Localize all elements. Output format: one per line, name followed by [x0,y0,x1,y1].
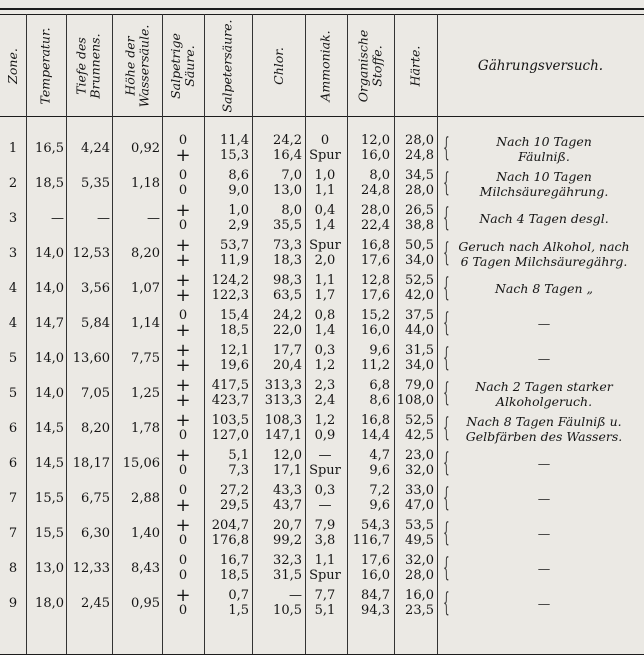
cell-hard: 108,0 [396,393,434,409]
cell-nh3: 1,7 [314,288,336,304]
cell-org: 8,0 [369,168,390,183]
cell-cl: 31,5 [273,568,302,584]
cell-nh3: 0,4 [314,203,336,218]
cell-no2: + [175,410,191,431]
cell-no3: 18,5 [220,568,249,584]
fermentation-note: Nach 10 Tagen [496,169,592,184]
column-rule [112,14,113,654]
brace: { [442,273,450,303]
cell-cl: — [289,588,302,603]
header-chlorine-label: Chlor. [270,47,286,85]
cell-no2: + [175,355,191,377]
cell-cl: 43,3 [273,483,302,498]
cell-hard: 34,0 [405,358,434,374]
cell-hard: 28,0 [405,183,434,199]
fermentation-note: — [537,526,551,541]
cell-org: 4,7 [369,448,390,463]
column-rule [162,14,163,654]
cell-height: 0,95 [131,596,160,611]
brace: { [442,308,450,338]
cell-no3: 27,2 [220,483,249,498]
column-rule [66,14,67,654]
cell-temp: 13,0 [35,561,64,576]
cell-hard: 16,0 [405,588,434,603]
cell-hard: 32,0 [405,463,434,479]
cell-nh3: 3,8 [314,533,336,549]
cell-cl: 63,5 [273,288,302,304]
cell-no3: 15,4 [220,308,249,323]
cell-org: 28,0 [361,203,390,218]
brace: { [442,483,450,513]
cell-no2: 0 [178,133,188,148]
cell-height: — [147,211,160,226]
cell-hard: 34,5 [405,168,434,183]
cell-no2: + [175,340,191,361]
cell-depth: 4,24 [81,141,110,156]
cell-temp: 15,5 [35,491,64,506]
cell-temp: 14,7 [35,316,64,331]
cell-cl: 108,3 [264,413,302,428]
cell-no3: 122,3 [211,288,249,304]
cell-depth: 13,60 [72,351,110,366]
cell-no3: 11,4 [220,133,249,148]
cell-no2: 0 [178,168,188,183]
cell-hard: 33,0 [405,483,434,498]
cell-temp: 18,0 [35,596,64,611]
header-zone-label: Zone. [5,48,21,84]
cell-zone: 3 [8,211,18,226]
cell-cl: 10,5 [273,603,302,619]
brace: { [442,343,450,373]
cell-nh3: 0,3 [314,343,336,358]
cell-org: 84,7 [361,588,390,603]
fermentation-note: — [537,351,551,366]
cell-no2: + [175,390,191,412]
header-zone [0,18,26,114]
cell-cl: 22,0 [273,323,302,339]
fermentation-note: — [537,561,551,576]
cell-org: 16,8 [361,238,390,253]
column-rule [437,14,438,654]
cell-org: 9,6 [369,498,390,514]
header-ammonia [305,18,347,114]
cell-no2: + [175,270,191,291]
header-nitrous-acid [162,18,204,114]
cell-org: 6,8 [369,378,390,393]
cell-zone: 4 [8,316,18,331]
header-temperature-label: Temperatur. [38,27,53,105]
cell-temp: 18,5 [35,176,64,191]
cell-depth: 18,17 [72,456,110,471]
cell-depth: 12,33 [72,561,110,576]
cell-zone: 7 [8,526,18,541]
cell-org: 14,4 [361,428,390,444]
cell-no3: 417,5 [211,378,249,393]
cell-org: 116,7 [352,533,390,549]
cell-hard: 42,0 [405,288,434,304]
cell-nh3: 1,2 [314,413,336,428]
cell-cl: 313,3 [264,393,302,409]
header-depth-label: Tiefe des Brunnens. [74,33,103,99]
cell-org: 24,8 [361,183,390,199]
cell-temp: 14,0 [35,246,64,261]
cell-zone: 4 [8,281,18,296]
fermentation-note: — [537,491,551,506]
brace: { [442,378,450,408]
cell-no2: + [175,495,191,517]
cell-cl: 8,0 [281,203,302,218]
cell-nh3: 0 [320,133,330,148]
cell-zone: 8 [8,561,18,576]
header-temperature [26,18,66,114]
header-organic-label: Organische Stoffe. [355,29,385,103]
cell-no3: 103,5 [211,413,249,428]
cell-org: 12,0 [361,133,390,148]
cell-no2: 0 [178,568,188,584]
fermentation-note: Nach 2 Tagen starker [475,379,613,394]
cell-cl: 98,3 [273,273,302,288]
cell-height: 1,07 [131,281,160,296]
brace: { [442,413,450,443]
cell-cl: 147,1 [264,428,302,444]
cell-nh3: 1,4 [314,218,336,234]
cell-no3: 15,3 [220,148,249,164]
cell-nh3: 1,1 [314,273,336,288]
cell-cl: 17,1 [273,463,302,479]
cell-no2: 0 [178,483,188,498]
cell-no2: + [175,250,191,272]
header-depth [66,18,112,114]
cell-temp: — [51,211,64,226]
cell-org: 9,6 [369,343,390,358]
cell-cl: 20,4 [273,358,302,374]
cell-depth: 8,20 [81,421,110,436]
header-chlorine [252,18,305,114]
cell-org: 9,6 [369,463,390,479]
cell-zone: 7 [8,491,18,506]
cell-height: 1,14 [131,316,160,331]
cell-nh3: — [318,448,332,463]
cell-cl: 35,5 [273,218,302,234]
cell-no3: 1,5 [228,603,249,619]
horizontal-rule [0,14,644,15]
cell-height: 8,20 [131,246,160,261]
cell-no3: 1,0 [228,203,249,218]
cell-zone: 5 [8,386,18,401]
cell-temp: 15,5 [35,526,64,541]
cell-org: 16,0 [361,148,390,164]
cell-no3: 16,7 [220,553,249,568]
cell-nh3: 0,3 [314,483,336,498]
cell-cl: 24,2 [273,308,302,323]
header-fermentation [437,18,644,114]
header-ammonia-label: Ammoniak. [318,30,333,102]
cell-no2: + [175,375,191,396]
cell-cl: 7,0 [281,168,302,183]
cell-hard: 23,5 [405,603,434,619]
cell-org: 8,6 [369,393,390,409]
cell-nh3: 5,1 [314,603,336,619]
cell-nh3: 1,1 [314,553,336,568]
fermentation-note: Nach 10 Tagen [496,134,592,149]
cell-org: 7,2 [369,483,390,498]
brace: { [442,518,450,548]
cell-no2: + [175,145,191,167]
header-nitric-acid [204,18,252,114]
cell-no3: 5,1 [228,448,249,463]
header-water-height [112,18,162,114]
cell-hard: 38,8 [405,218,434,234]
header-nitric-acid-label: Salpetersäure. [220,19,236,113]
cell-depth: 3,56 [81,281,110,296]
cell-no2: + [175,235,191,256]
brace: { [442,238,450,268]
cell-no3: 423,7 [211,393,249,409]
cell-no2: 0 [178,218,188,234]
cell-cl: 13,0 [273,183,302,199]
brace: { [442,588,450,618]
cell-no2: 0 [178,308,188,323]
cell-zone: 3 [8,246,18,261]
cell-temp: 14,5 [35,456,64,471]
cell-hard: 49,5 [405,533,434,549]
cell-hard: 31,5 [405,343,434,358]
column-rule [26,14,27,654]
cell-hard: 23,0 [405,448,434,463]
cell-no3: 7,3 [228,463,249,479]
cell-org: 17,6 [361,553,390,568]
fermentation-note: Alkoholgeruch. [495,394,593,410]
cell-no3: 12,1 [220,343,249,358]
cell-temp: 14,0 [35,386,64,401]
cell-org: 16,0 [361,568,390,584]
cell-org: 16,8 [361,413,390,428]
cell-zone: 6 [8,421,18,436]
fermentation-note: Nach 8 Tagen Fäulniß u. [466,414,622,429]
cell-org: 94,3 [361,603,390,619]
cell-depth: 6,30 [81,526,110,541]
cell-no2: + [175,515,191,536]
cell-nh3: 1,1 [314,183,336,199]
cell-height: 15,06 [122,456,160,471]
cell-hard: 52,5 [405,273,434,288]
cell-depth: 6,75 [81,491,110,506]
cell-nh3: 2,0 [314,253,336,269]
cell-no2: + [175,445,191,466]
brace: { [442,133,450,163]
fermentation-note: Gelbfärben des Wassers. [465,429,623,445]
cell-no2: 0 [178,463,188,479]
cell-nh3: Spur [309,463,341,479]
cell-no3: 18,5 [220,323,249,339]
cell-depth: 5,84 [81,316,110,331]
cell-temp: 14,5 [35,421,64,436]
cell-zone: 1 [8,141,18,156]
cell-org: 22,4 [361,218,390,234]
cell-height: 1,78 [131,421,160,436]
cell-org: 16,0 [361,323,390,339]
fermentation-note: — [537,596,551,611]
cell-height: 2,88 [131,491,160,506]
fermentation-note: Fäulniß. [518,149,570,165]
cell-nh3: 2,3 [314,378,336,393]
cell-no2: 0 [178,603,188,619]
cell-hard: 52,5 [405,413,434,428]
cell-cl: 12,0 [273,448,302,463]
cell-nh3: 2,4 [314,393,336,409]
cell-no3: 176,8 [211,533,249,549]
cell-cl: 43,7 [273,498,302,514]
cell-hard: 79,0 [405,378,434,393]
cell-no2: + [175,200,191,221]
cell-cl: 24,2 [273,133,302,148]
cell-hard: 37,5 [405,308,434,323]
cell-nh3: Spur [309,568,341,584]
cell-no3: 127,0 [211,428,249,444]
cell-no3: 9,0 [228,183,249,199]
header-hardness-label: Härte. [407,45,423,87]
cell-temp: 14,0 [35,281,64,296]
cell-cl: 32,3 [273,553,302,568]
cell-cl: 16,4 [273,148,302,164]
cell-nh3: Spur [309,148,341,164]
cell-no3: 204,7 [211,518,249,533]
cell-no3: 11,9 [220,253,249,269]
cell-zone: 2 [8,176,18,191]
cell-no3: 8,6 [228,168,249,183]
fermentation-note: 6 Tagen Milchsäuregährg. [460,254,628,270]
header-water-height-label: Höhe der Wassersäule. [122,24,152,108]
cell-nh3: — [318,498,332,514]
cell-height: 1,25 [131,386,160,401]
cell-nh3: Spur [309,238,341,253]
cell-hard: 42,5 [405,428,434,444]
cell-hard: 28,0 [405,568,434,584]
cell-org: 15,2 [361,308,390,323]
cell-zone: 5 [8,351,18,366]
cell-cl: 20,7 [273,518,302,533]
cell-no2: 0 [178,183,188,199]
brace: { [442,168,450,198]
cell-no3: 29,5 [220,498,249,514]
cell-height: 7,75 [131,351,160,366]
cell-hard: 53,5 [405,518,434,533]
fermentation-note: — [537,316,551,331]
cell-cl: 73,3 [273,238,302,253]
cell-no3: 2,9 [228,218,249,234]
cell-org: 17,6 [361,288,390,304]
cell-no3: 53,7 [220,238,249,253]
cell-depth: 2,45 [81,596,110,611]
cell-depth: 7,05 [81,386,110,401]
fermentation-note: — [537,456,551,471]
cell-depth: 5,35 [81,176,110,191]
header-fermentation-label: Gährungsversuch. [477,58,604,74]
cell-cl: 313,3 [264,378,302,393]
fermentation-note: Milchsäuregährung. [479,184,609,200]
cell-height: 1,40 [131,526,160,541]
cell-no3: 19,6 [220,358,249,374]
cell-height: 0,92 [131,141,160,156]
cell-nh3: 1,0 [314,168,336,183]
cell-depth: 12,53 [72,246,110,261]
cell-temp: 16,5 [35,141,64,156]
cell-nh3: 7,7 [314,588,336,603]
horizontal-rule [0,116,644,117]
cell-hard: 26,5 [405,203,434,218]
cell-depth: — [97,211,110,226]
header-hardness [394,18,437,114]
cell-hard: 28,0 [405,133,434,148]
cell-no2: 0 [178,553,188,568]
cell-hard: 32,0 [405,553,434,568]
cell-no2: + [175,585,191,606]
cell-no2: 0 [178,428,188,444]
cell-nh3: 1,2 [314,358,336,374]
header-organic [347,18,394,114]
brace: { [442,553,450,583]
cell-no3: 0,7 [228,588,249,603]
cell-nh3: 1,4 [314,323,336,339]
cell-hard: 44,0 [405,323,434,339]
cell-no2: + [175,285,191,307]
cell-hard: 50,5 [405,238,434,253]
cell-no2: + [175,320,191,342]
cell-nh3: 0,8 [314,308,336,323]
header-nitrous-acid-label: Salpetrige Säure. [168,33,197,99]
cell-hard: 24,8 [405,148,434,164]
cell-cl: 17,7 [273,343,302,358]
cell-hard: 47,0 [405,498,434,514]
cell-zone: 6 [8,456,18,471]
cell-org: 17,6 [361,253,390,269]
fermentation-note: Nach 8 Tagen „ [494,281,594,296]
cell-no2: 0 [178,533,188,549]
cell-org: 11,2 [361,358,390,374]
cell-cl: 18,3 [273,253,302,269]
cell-height: 1,18 [131,176,160,191]
cell-cl: 99,2 [273,533,302,549]
cell-nh3: 7,9 [314,518,336,533]
cell-org: 12,8 [361,273,390,288]
cell-temp: 14,0 [35,351,64,366]
cell-org: 54,3 [361,518,390,533]
horizontal-rule [0,8,644,10]
cell-height: 8,43 [131,561,160,576]
fermentation-note: Nach 4 Tagen desgl. [479,211,609,226]
fermentation-note: Geruch nach Alkohol, nach [458,239,630,254]
brace: { [442,448,450,478]
brace: { [442,203,450,233]
cell-no3: 124,2 [211,273,249,288]
cell-nh3: 0,9 [314,428,336,444]
cell-zone: 9 [8,596,18,611]
cell-hard: 34,0 [405,253,434,269]
